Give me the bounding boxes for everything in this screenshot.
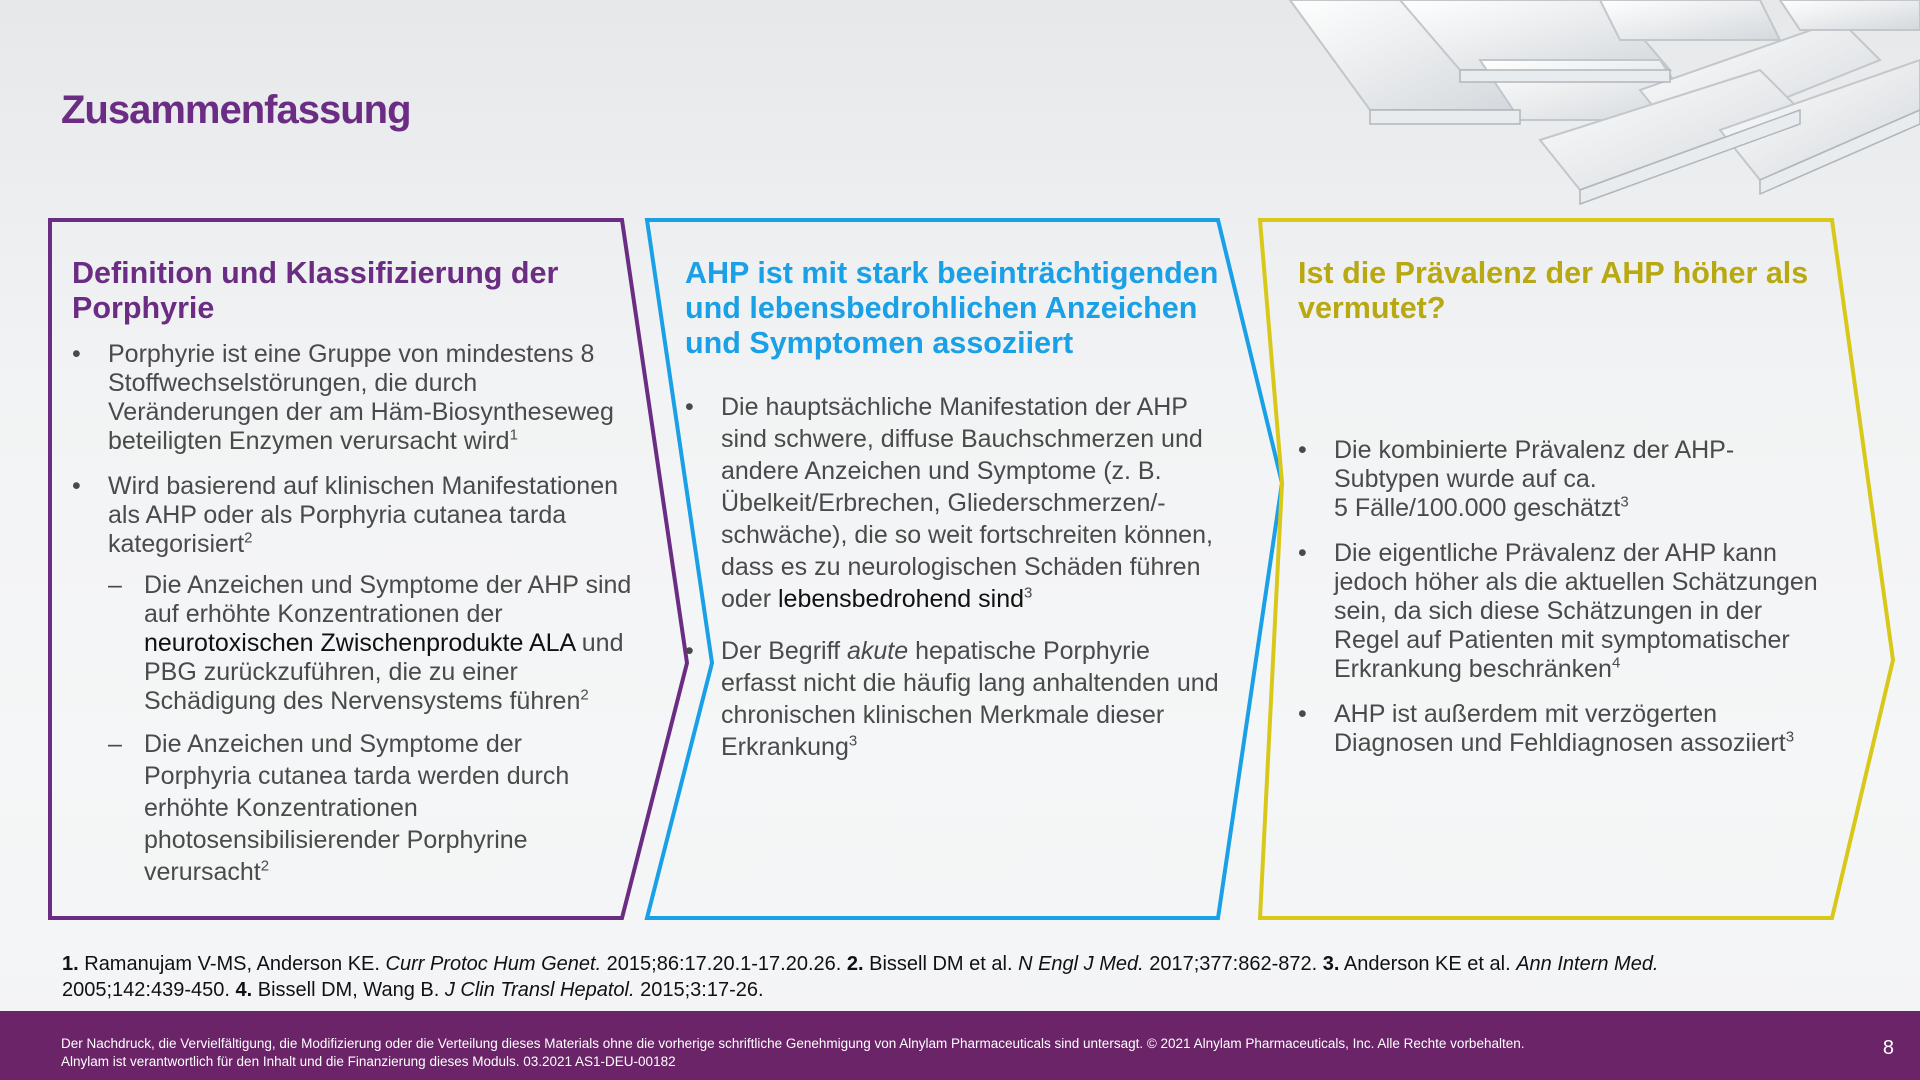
responsibility-text: Alnylam ist verantwortlich für den Inhalt und die Finanzierung dieses Moduls. 03.2021 AS1-DEU-00182	[61, 1054, 676, 1069]
panel-definition	[72, 256, 632, 888]
list-item: • Porphyrie ist eine Gruppe von mindestens 8 Stoffwechselstörungen, die durch Veränderungen der am Häm-Biosyntheseweg beteiligten Enzymen verursacht wird$^1$	[72, 340, 632, 456]
list-item: • Der Begriff akute hepatische Porphyrie erfasst nicht die häufig lang anhaltenden und chronischen klinischen Merkmale dieser Erkrankung$^3$	[685, 635, 1225, 763]
panel-prevalence	[1298, 256, 1818, 758]
list-item: • Wird basierend auf klinischen Manifestationen als AHP oder als Porphyria cutanea tarda kategorisiert$^2$ – Die Anzeichen und Symptome der AHP sind auf erhöhte Konzentrationen der neurotoxischen Zwischenprodukte ALA und PBG zurückzuführen, die zu einer Schädigung des Nervensystems führen$^2$ – Die Anzeichen und Symptome der Porphyria cutanea tarda werden durch erhöhte Konzentrationen photosensibilisierender Porphyrine verursacht$^2$	[72, 472, 632, 888]
reference-item: 2. Bissell DM et al. N Engl J Med. 2017;377:862-872.	[846, 953, 1323, 975]
panel-heading: Ist die Prävalenz der AHP höher als vermutet?	[1298, 256, 1809, 325]
page-number: 8	[1882, 1037, 1894, 1059]
list-item: • AHP ist außerdem mit verzögerten Diagnosen und Fehldiagnosen assoziiert$^3$	[1298, 700, 1818, 758]
sub-list-item: – Die Anzeichen und Symptome der Porphyria cutanea tarda werden durch erhöhte Konzentrationen photosensibilisierender Porphyrine verursacht$^2$	[108, 728, 632, 888]
sub-list-item: – Die Anzeichen und Symptome der AHP sind auf erhöhte Konzentrationen der neurotoxischen Zwischenprodukte ALA und PBG zurückzuführen, die zu einer Schädigung des Nervensystems führen$^2$	[108, 571, 632, 716]
panel-symptoms	[685, 256, 1225, 763]
panel-heading: Definition und Klassifizierung der Porphyrie	[72, 256, 559, 325]
reference-item: 4. Bissell DM, Wang B. J Clin Transl Hepatol. 2015;3:17-26.	[235, 979, 764, 1001]
page-title: Zusammenfassung	[61, 88, 411, 132]
copyright-text: Der Nachdruck, die Vervielfältigung, die Modifizierung oder die Verteilung dieses Materials ohne die vorherige schriftliche Genehmigung von Alnylam Pharmaceuticals sind untersagt. © 2021 Alnylam Pharmaceuticals, Inc. Alle Rechte vorbehalten.	[61, 1036, 1525, 1051]
list-item: • Die eigentliche Prävalenz der AHP kann jedoch höher als die aktuellen Schätzungen sein, da sich diese Schätzungen in der Regel auf Patienten mit symptomatischer Erkrankung beschränken$^4$	[1298, 539, 1818, 684]
reference-item: 1. Ramanujam V-MS, Anderson KE. Curr Protoc Hum Genet. 2015;86:17.20.1-17.20.26.	[62, 953, 847, 975]
reference-item: 3. Anderson KE et al. Ann Intern Med. 2005;142:439-450.	[62, 953, 1659, 1001]
maze-image	[1280, 0, 1920, 215]
footer-bar	[0, 1011, 1920, 1080]
list-item: • Die hauptsächliche Manifestation der AHP sind schwere, diffuse Bauchschmerzen und andere Anzeichen und Symptome (z. B. Übelkeit/Erbrechen, Gliederschmerzen/-schwäche), die so weit fortschreiten können, dass es zu neurologischen Schäden führen oder lebensbedrohend sind$^3$	[685, 391, 1225, 615]
list-item: • Die kombinierte Prävalenz der AHP-Subtypen wurde auf ca. 5 Fälle/100.000 geschätzt$^3$	[1298, 436, 1818, 523]
panel-heading: AHP ist mit stark beeinträchtigenden und lebensbedrohlichen Anzeichen und Symptomen assoziiert	[685, 256, 1219, 360]
references	[62, 951, 1762, 1003]
